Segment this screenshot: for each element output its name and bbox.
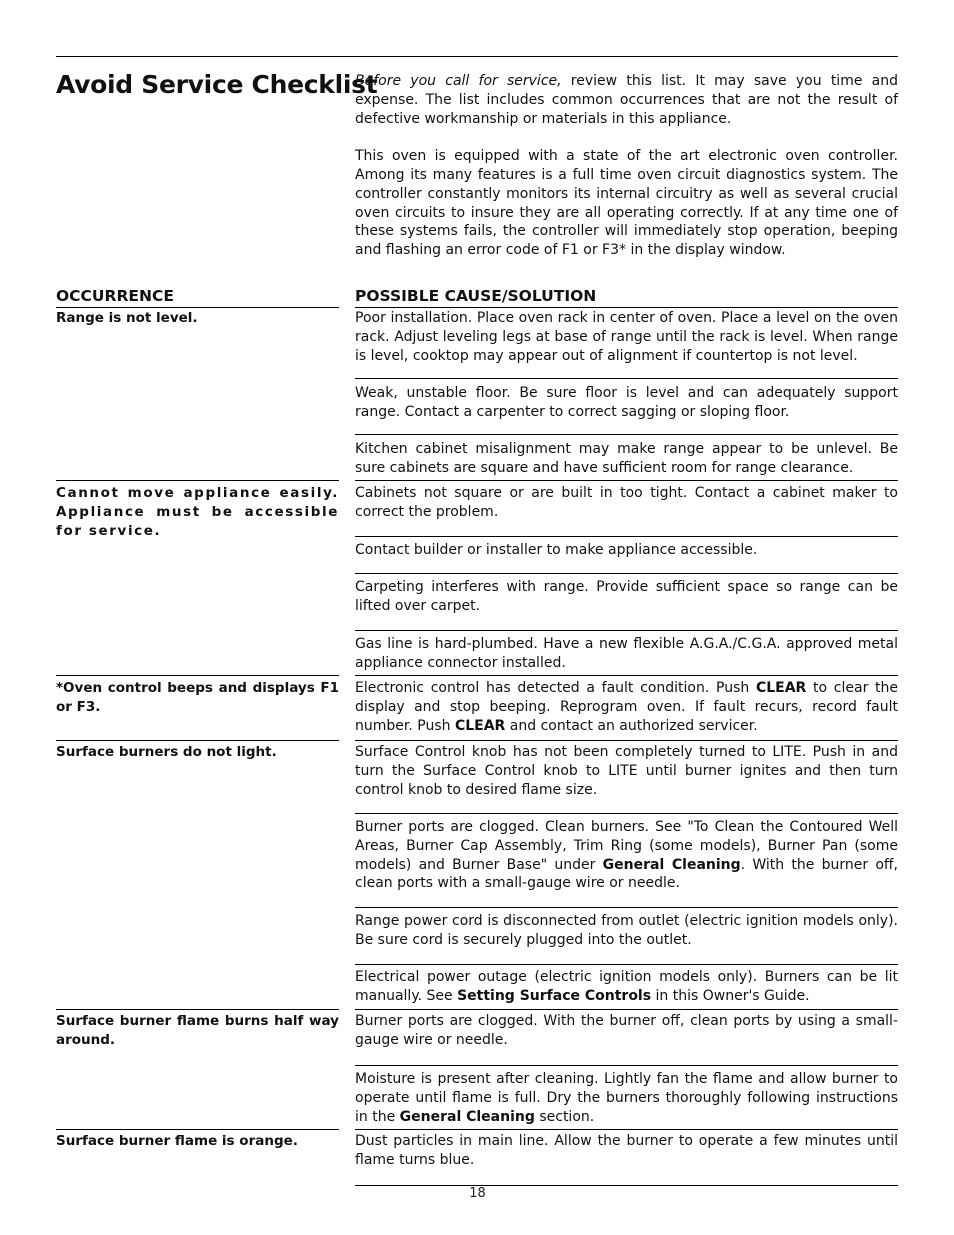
occurrence-item: Range is not level.: [56, 310, 198, 326]
solution-text: Dust particles in main line. Allow the burner to operate a few minutes until flame turns blue.: [355, 1133, 898, 1168]
solution-divider: [355, 964, 898, 965]
solution-text: Burner ports are clogged. Clean burners. See "To Clean the Contoured Well Areas, Burner Cap Assembly, Trim Ring (some models), Burner Pan (some models) and Burner Base" under: [355, 819, 898, 873]
solution-divider: [355, 1185, 898, 1186]
occurrence-header-rule: [56, 307, 339, 308]
solution-text: Electronic control has detected a fault condition. Push: [355, 680, 756, 696]
solution-text: Gas line is hard-plumbed. Have a new flexible A.G.A./C.G.A. approved metal appliance connector installed.: [355, 636, 898, 671]
intro-text: review this list. It may save you time and expense. The list includes common occurrences that are not the result of defective workmanship or materials in this appliance.: [355, 73, 899, 127]
intro-paragraph-1: [355, 72, 898, 128]
page: [56, 0, 898, 1235]
solution-item: [355, 309, 898, 365]
occurrence-header: OCCURRENCE: [56, 287, 174, 305]
occurrence-divider: [56, 1129, 339, 1130]
solution-item: [355, 384, 898, 422]
intro-lead: Before you call for service,: [355, 73, 562, 89]
solution-text: Contact builder or installer to make appliance accessible.: [355, 542, 758, 558]
solution-divider: [355, 536, 898, 537]
solution-item: [355, 912, 898, 950]
occurrence-item: Surface burners do not light.: [56, 744, 277, 760]
top-rule: [56, 56, 898, 57]
solution-emphasis: CLEAR: [755, 680, 807, 696]
solution-text: Carpeting interferes with range. Provide sufficient space so range can be lifted over carpet.: [355, 579, 898, 614]
solution-text: Poor installation. Place oven rack in center of oven. Place a level on the oven rack. Adjust leveling legs at base of range until the rack is level. When range is level, cooktop may appear out of alignment if countertop is not level.: [355, 310, 898, 364]
solution-item: [355, 1070, 898, 1126]
solution-text: Weak, unstable floor. Be sure floor is level and can adequately support range. Contact a carpenter to correct sagging or sloping floor.: [355, 385, 898, 420]
solution-item: [355, 440, 898, 478]
solution-text: Cabinets not square or are built in too tight. Contact a cabinet maker to correct the problem.: [355, 485, 898, 520]
solution-text: Surface Control knob has not been completely turned to LITE. Push in and turn the Surface Control knob to LITE until burner ignites and then turn control knob to desired flame size.: [355, 744, 898, 798]
cause-header-rule: [355, 307, 898, 308]
page-number: 18: [469, 1186, 486, 1201]
solution-text: Range power cord is disconnected from outlet (electric ignition models only). Be sure cord is securely plugged into the outlet.: [355, 913, 898, 948]
solution-text: Electrical power outage (electric ignition models only). Burners can be lit manually. See: [355, 969, 898, 1004]
solution-divider: [355, 378, 898, 379]
solution-item: [355, 541, 898, 560]
solution-divider: [355, 434, 898, 435]
occurrence-divider: [56, 1009, 339, 1010]
solution-item: [355, 635, 898, 673]
solution-item: [355, 1012, 898, 1050]
solution-text: and contact an authorized servicer.: [505, 717, 758, 734]
solution-divider: [355, 740, 898, 741]
solution-text: to clear the display and stop beeping. Reprogram oven. If fault recurs, record fault number. Push: [355, 680, 898, 734]
solution-item: [355, 1132, 898, 1170]
occurrence-item: Cannot move appliance easily. Appliance must be accessible for service.: [56, 485, 339, 539]
solution-divider: [355, 573, 898, 574]
solution-emphasis: General Cleaning: [399, 1108, 535, 1125]
solution-divider: [355, 907, 898, 908]
solution-text: Burner ports are clogged. With the burner off, clean ports by using a small-gauge wire or needle.: [355, 1013, 898, 1048]
solution-emphasis: CLEAR: [454, 717, 506, 734]
solution-item: [355, 578, 898, 616]
solution-divider: [355, 1009, 898, 1010]
occurrence-divider: [56, 675, 339, 676]
solution-divider: [355, 480, 898, 481]
solution-emphasis: Setting Surface Controls: [457, 987, 652, 1004]
solution-divider: [355, 813, 898, 814]
intro-paragraph-2: This oven is equipped with a state of the art electronic oven controller. Among its many features is a full time oven circuit diagnostics system. The controller constantly monitors its internal circuitry as well as several crucial oven circuits to insure they are all operating correctly. If at any time one of these systems fails, the controller will immediately stop operation, beeping and flashing an error code of F1 or F3* in the display window.: [355, 148, 898, 259]
solution-item: [355, 818, 898, 893]
occurrence-item: Surface burner flame is orange.: [56, 1133, 298, 1149]
solution-text: section.: [534, 1108, 595, 1125]
occurrence-item: Surface burner flame burns half way around.: [56, 1013, 339, 1048]
solution-text: Kitchen cabinet misalignment may make range appear to be unlevel. Be sure cabinets are square and have sufficient room for range clearance.: [355, 441, 898, 476]
intro: [355, 72, 898, 279]
solution-text: . With the burner off, clean ports with a small-gauge wire or needle.: [355, 856, 899, 892]
solution-item: [355, 484, 898, 522]
page-title: Avoid Service Checklist: [56, 70, 378, 99]
solution-divider: [355, 675, 898, 676]
solution-emphasis: General Cleaning: [602, 856, 741, 873]
solution-divider: [355, 1065, 898, 1066]
solution-text: Moisture is present after cleaning. Lightly fan the flame and allow burner to operate until flame is full. Dry the burners thoroughly following instructions in the: [355, 1071, 898, 1125]
solution-item: [355, 679, 898, 735]
occurrence-divider: [56, 740, 339, 741]
solution-item: [355, 968, 898, 1006]
cause-header: POSSIBLE CAUSE/SOLUTION: [355, 287, 597, 305]
solution-text: in this Owner's Guide.: [651, 987, 810, 1004]
solution-item: [355, 743, 898, 799]
solution-divider: [355, 630, 898, 631]
occurrence-item: *Oven control beeps and displays F1 or F3.: [56, 680, 339, 715]
occurrence-divider: [56, 480, 339, 481]
solution-divider: [355, 1129, 898, 1130]
